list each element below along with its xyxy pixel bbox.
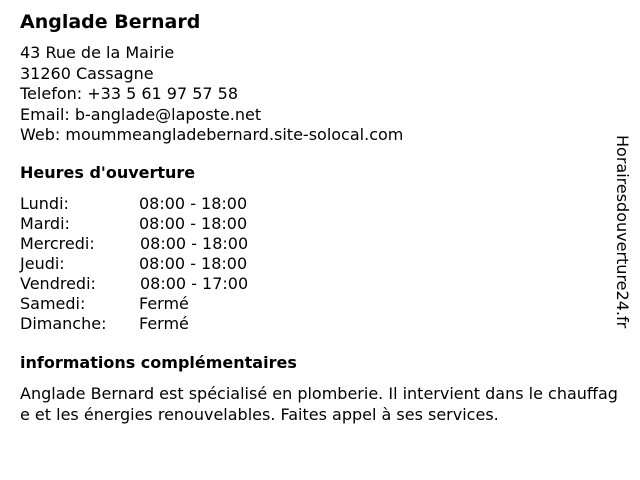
hours-time: 08:00 - 17:00	[140, 274, 249, 293]
hours-time: Fermé	[139, 294, 189, 313]
hours-day: Mardi:	[20, 214, 70, 233]
hours-time: 08:00 - 18:00	[139, 214, 248, 233]
web-line: Web: moummeangladebernard.site-solocal.com	[20, 125, 404, 144]
email-line: Email: b-anglade@laposte.net	[20, 104, 262, 124]
hours-day: Vendredi:	[20, 274, 96, 293]
hours-row-sunday	[20, 314, 320, 334]
hours-row-tuesday	[20, 214, 320, 234]
additional-info-heading: informations complémentaires	[20, 353, 297, 372]
address-line-city: 31260 Cassagne	[20, 63, 154, 83]
hours-day: Jeudi:	[20, 254, 65, 273]
hours-row-thursday	[20, 254, 320, 274]
phone-line: Telefon: +33 5 61 97 57 58	[20, 84, 239, 103]
site-watermark: Horairesdouverture24.fr	[613, 135, 632, 329]
hours-time: 08:00 - 18:00	[140, 234, 249, 253]
hours-row-wednesday	[20, 234, 320, 254]
hours-row-monday	[20, 194, 320, 214]
hours-day: Mercredi:	[20, 234, 95, 253]
hours-day: Samedi:	[20, 294, 86, 313]
business-name: Anglade Bernard	[20, 11, 201, 33]
hours-day: Lundi:	[20, 194, 69, 213]
business-description: Anglade Bernard est spécialisé en plomberie. Il intervient dans le chauffage et les énergies renouvelables. Faites appel à ses services.	[20, 384, 618, 424]
opening-hours-table	[20, 194, 320, 334]
hours-time: 08:00 - 18:00	[139, 254, 248, 273]
contact-block	[20, 43, 403, 146]
hours-row-saturday	[20, 294, 320, 314]
hours-day: Dimanche:	[20, 314, 107, 333]
hours-time: Fermé	[139, 314, 189, 333]
opening-hours-heading: Heures d'ouverture	[20, 163, 196, 182]
hours-row-friday	[20, 274, 320, 294]
hours-time: 08:00 - 18:00	[139, 194, 248, 213]
address-line-street: 43 Rue de la Mairie	[20, 43, 175, 62]
